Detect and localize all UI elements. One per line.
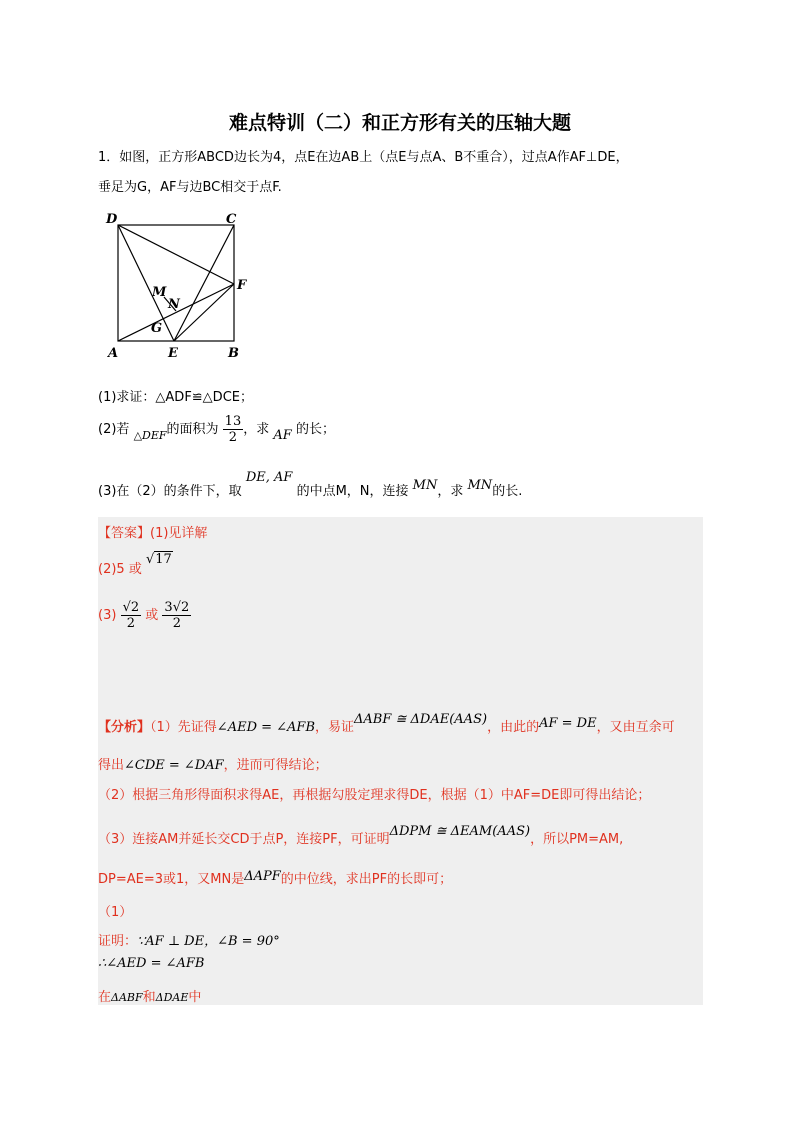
solution-step-label: （1） [98,905,133,920]
analysis-line-1: 【分析】（1）先证得∠AED = ∠AFB，易证ΔABF ≅ ΔDAE(AAS)，由此的AF = DE，又由互余可 [98,712,675,735]
label-d: D [106,212,118,227]
square-abcd [118,225,234,341]
segment-de [118,225,174,341]
proof-line-1: 证明：∵AF ⊥ DE，∠B = 90° [98,934,280,949]
label-c: C [226,212,237,227]
problem-line-2: 垂足为G，AF与边BC相交于点F. [98,180,282,195]
segment-df [118,225,234,284]
label-m: M [152,285,167,300]
proof-line-3: 在ΔABF和ΔDAE中 [98,990,202,1005]
analysis-line-4: （3）连接AM并延长交CD于点P，连接PF，可证明ΔDPM ≅ ΔEAM(AAS)，所以PM=AM, [98,824,624,847]
answer-line-2: (2)5 或 √17 [98,552,172,577]
page-title: 难点特训（二）和正方形有关的压轴大题 [228,112,571,134]
question-2: (2)若 $_{\triangle DEF}$的面积为 $\frac{13}{2}$ ，求 AF 的长； [98,414,335,445]
question-1: (1)求证：△ADF≌△DCE； [98,390,253,405]
label-e: E [168,346,178,361]
problem-line-1: 1．如图，正方形ABCD边长为4，点E在边AB上（点E与点A、B不重合），过点A作AF⊥DE， [98,150,629,165]
question-3: (3)在（2）的条件下，取 DE, AF 的中点M，N，连接 MN，求 MN的长. [98,470,523,499]
label-a: A [108,346,119,361]
proof-line-2: ∴∠AED = ∠AFB [98,956,205,971]
geometry-figure [98,205,258,365]
label-g: G [151,321,163,336]
analysis-line-2: 得出∠CDE = ∠DAF，进而可得结论； [98,758,328,773]
analysis-line-3: （2）根据三角形得面积求得AE，再根据勾股定理求得DE，根据（1）中AF=DE即可得出结论； [98,788,651,803]
segment-af [118,284,234,341]
segment-ef [174,284,234,341]
answer-line-1: 【答案】(1)见详解 [98,526,208,541]
segment-ec [174,225,234,341]
label-b: B [228,346,239,361]
label-n: N [168,297,180,312]
answer-line-3: (3) $\frac{√2}{2}$ 或 $\frac{3√2}{2}$ [98,600,190,631]
analysis-line-5: DP=AE=3或1，又MN是ΔAPF的中位线，求出PF的长即可； [98,869,453,887]
label-f: F [237,278,247,293]
